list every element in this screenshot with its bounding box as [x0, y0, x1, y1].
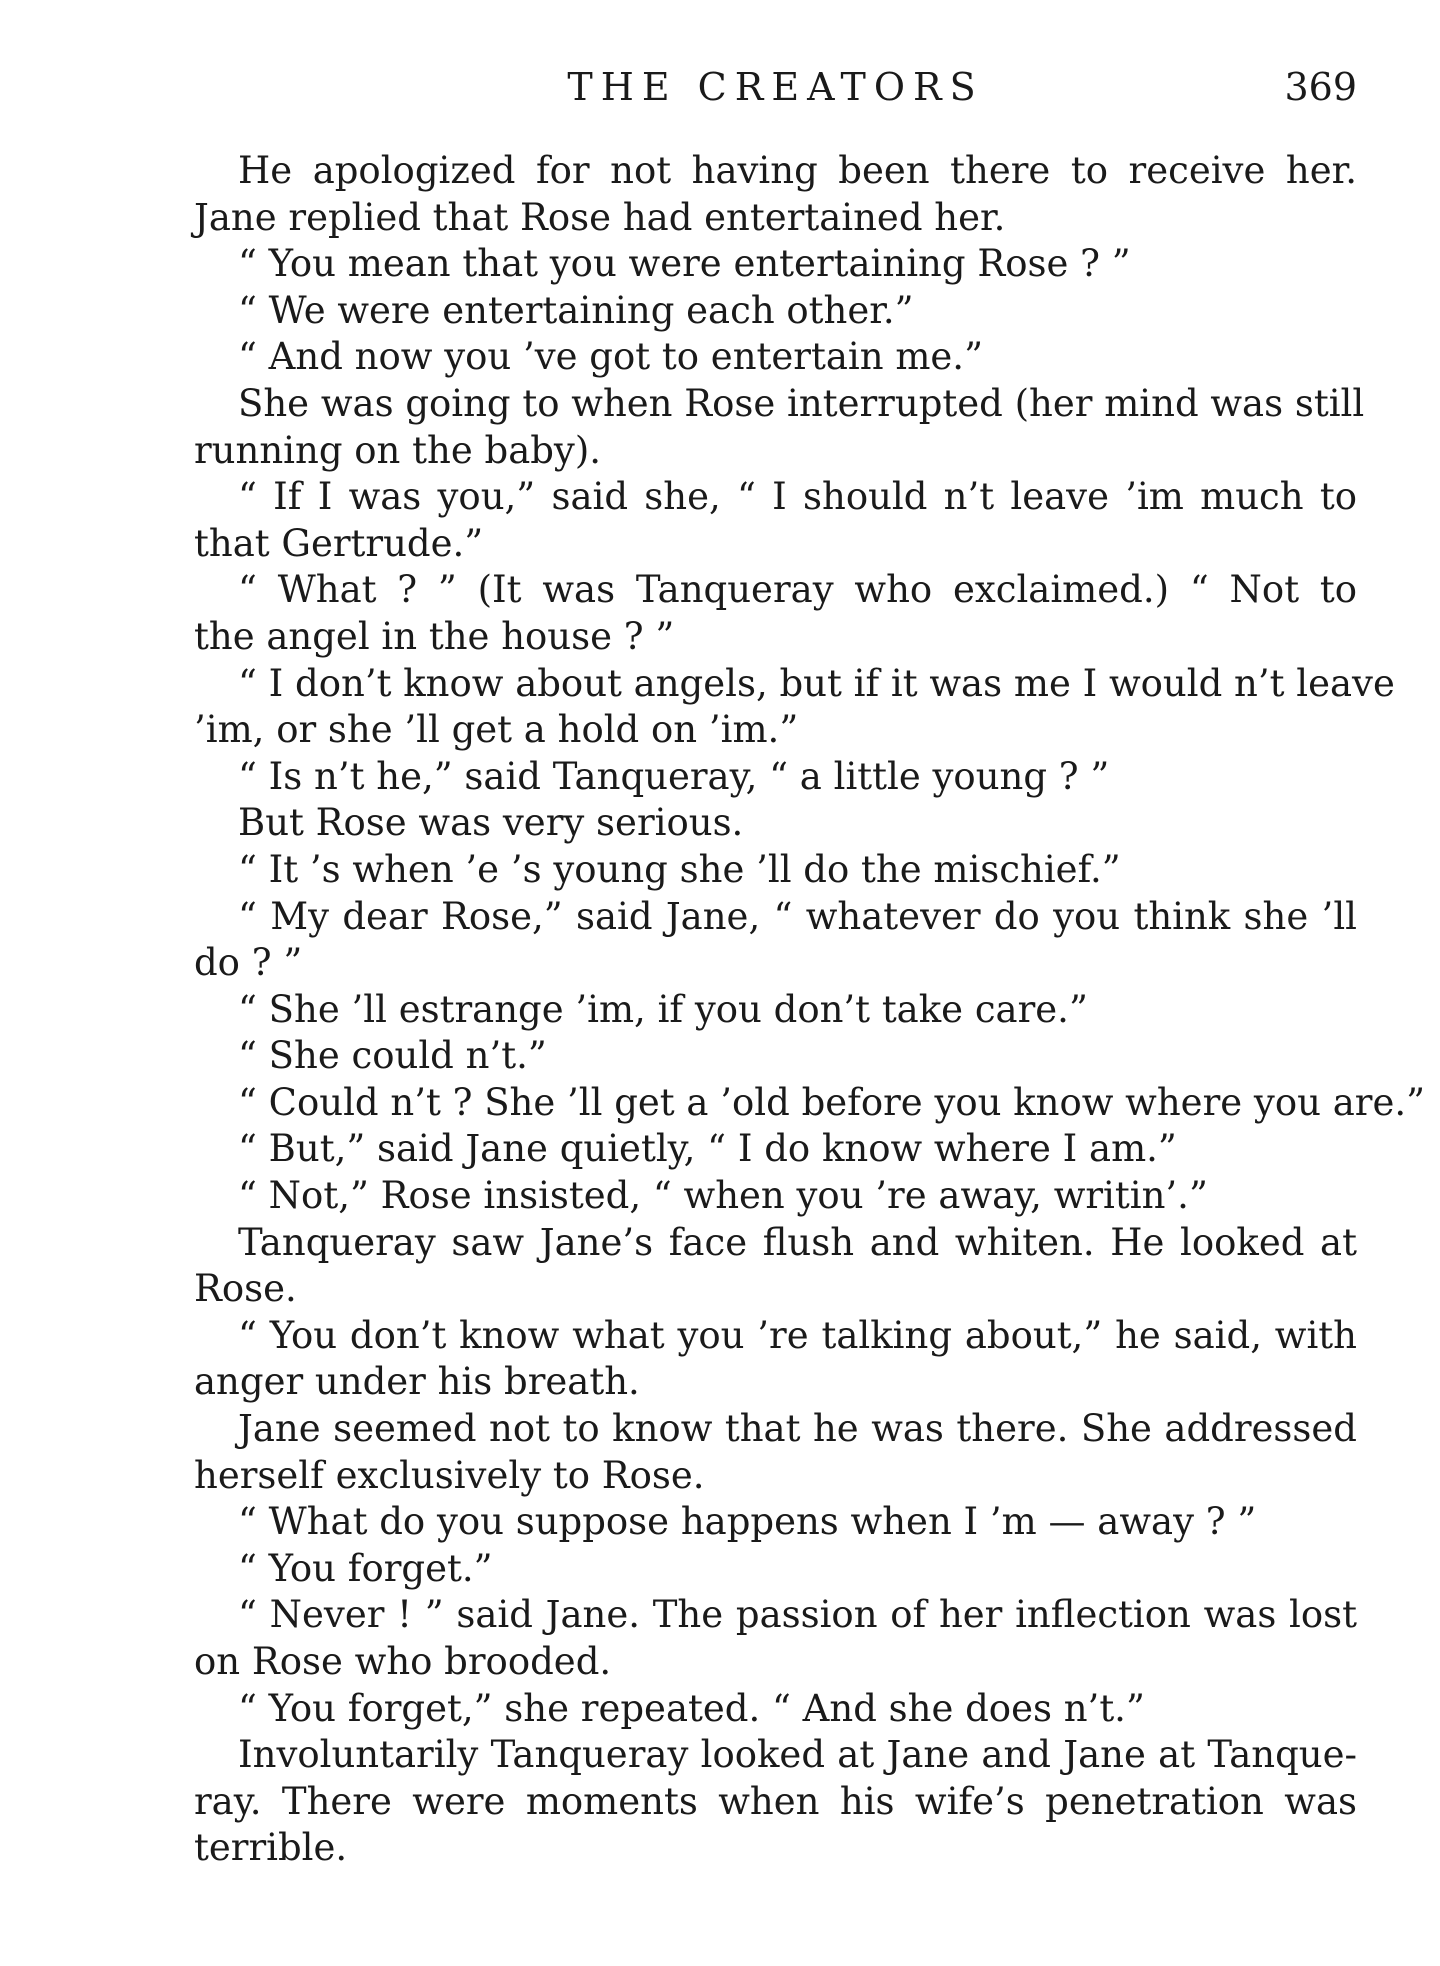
text-line: “ She could n’t.”	[238, 1034, 547, 1078]
page-number: 369	[1284, 65, 1357, 109]
text-line: “ And now you ’ve got to entertain me.”	[238, 335, 983, 379]
text-line: “ We were entertaining each other.”	[238, 288, 914, 332]
running-head: THE CREATORS	[567, 65, 984, 109]
text-line: “ Is n’t he,” said Tanqueray, “ a little young ? ”	[238, 754, 1110, 798]
page-header	[194, 64, 1357, 110]
text-line: But Rose was very serious.	[238, 801, 744, 845]
text-line: “ But,” said Jane quietly, “ I do know where I am.”	[238, 1127, 1177, 1171]
text-line: Rose.	[194, 1267, 297, 1311]
text-line: on Rose who brooded.	[194, 1640, 612, 1683]
text-line: She was going to when Rose interrupted (her mind was still	[238, 381, 1365, 425]
text-line: “ You don’t know what you ’re talking about,” he said, with	[238, 1313, 1357, 1357]
text-line: the angel in the house ? ”	[194, 614, 675, 658]
text-line: “ You forget,” she repeated. “ And she does n’t.”	[238, 1686, 1145, 1730]
text-line: terrible.	[194, 1826, 348, 1870]
text-line: “ You forget.”	[238, 1546, 493, 1590]
text-line: “ What ? ” (It was Tanqueray who exclaimed.) “ Not to	[238, 568, 1357, 612]
text-line: ray. There were moments when his wife’s penetration was	[194, 1779, 1357, 1823]
text-line: Involuntarily Tanqueray looked at Jane and Jane at Tanque-	[238, 1733, 1357, 1777]
text-line: do ? ”	[194, 941, 303, 985]
text-line: “ What do you suppose happens when I ’m — away ? ”	[238, 1500, 1257, 1544]
body-text	[194, 148, 1426, 1872]
text-line: “ You mean that you were entertaining Rose ? ”	[238, 242, 1131, 286]
text-line: He apologized for not having been there to receive her.	[238, 149, 1357, 192]
text-line: Jane replied that Rose had entertained her.	[194, 195, 1006, 239]
text-line: ’im, or she ’ll get a hold on ’im.”	[194, 708, 799, 752]
text-line: that Gertrude.”	[194, 521, 484, 565]
text-line: “ My dear Rose,” said Jane, “ whatever do you think she ’ll	[238, 894, 1357, 938]
text-line: “ Could n’t ? She ’ll get a ’old before you know where you are.”	[238, 1080, 1426, 1124]
text-line: “ She ’ll estrange ’im, if you don’t take care.”	[238, 987, 1088, 1031]
text-line: Tanqueray saw Jane’s face flush and whiten. He looked at	[238, 1220, 1357, 1264]
text-line: “ If I was you,” said she, “ I should n’t leave ’im much to	[238, 475, 1357, 519]
text-line: “ I don’t know about angels, but if it was me I would n’t leave	[238, 661, 1395, 705]
text-line: herself exclusively to Rose.	[194, 1453, 705, 1497]
text-line: running on the baby).	[194, 428, 602, 472]
text-line: “ It ’s when ’e ’s young she ’ll do the mischief.”	[238, 847, 1121, 891]
text-line: “ Never ! ” said Jane. The passion of her inflection was lost	[238, 1593, 1357, 1637]
text-line: “ Not,” Rose insisted, “ when you ’re away, writin’.”	[238, 1174, 1208, 1218]
text-line: anger under his breath.	[194, 1360, 640, 1404]
text-line: Jane seemed not to know that he was there. She addressed	[238, 1407, 1357, 1451]
